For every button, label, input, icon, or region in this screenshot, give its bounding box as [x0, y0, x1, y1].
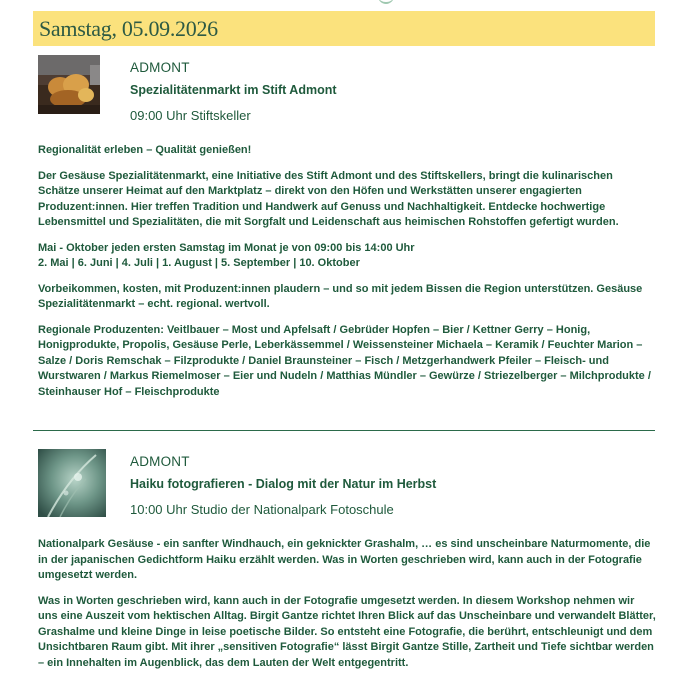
event-time: 10:00 Uhr Studio der Nationalpark Fotoschule	[130, 502, 394, 517]
event-description	[38, 143, 656, 410]
decorative-mark	[378, 0, 394, 4]
section-divider	[33, 430, 655, 431]
date-header-text: Samstag, 05.09.2026	[39, 16, 218, 41]
event-description	[38, 537, 656, 681]
event-location: ADMONT	[130, 60, 190, 75]
event-time: 09:00 Uhr Stiftskeller	[130, 108, 251, 123]
event-location: ADMONT	[130, 454, 190, 469]
description-paragraph: Regionale Produzenten: Veitlbauer – Most und Apfelsaft / Gebrüder Hopfen – Bier / Kettner Gerry – Honig, Honigprodukte, Propolis, Gesäuse Perle, Leberkässemmel / Weissensteiner Michaela – Keramik / Feuchter Marion – Salze / Doris Remschak – Filzprodukte / Daniel Braunsteiner – Fisch / Metzgerhandwerk Pfeiler – Fleisch- und Wurstwaren / Markus Riemelmoser – Eier und Nudeln / Matthias Mündler – Gewürze / Striezelberger – Milchprodukte / Steinhauser Hof – Fleischprodukte	[38, 323, 651, 398]
market-photo-icon[interactable]	[38, 55, 100, 114]
description-paragraph: Regionalität erleben – Qualität genießen!	[38, 144, 252, 156]
description-paragraph: Nationalpark Gesäuse - ein sanfter Windhauch, ein geknickter Grashalm, … es sind unscheinbare Naturmomente, die in der japanischen Gedichtform Haiku erzählt werden. Was in Worten geschrieben wird, kann auch in der Fotografie umgesetzt werden.	[38, 538, 651, 581]
description-paragraph: Was in Worten geschrieben wird, kann auch in der Fotografie umgesetzt werden. In diesem Workshop nehmen wir uns eine Auszeit vom hektischen Alltag. Birgit Gantze richtet Ihren Blick auf das Unscheinbare und verwandelt Blätter, Grashalme und kleine Dinge in leise poetische Bilder. So entsteht eine Fotografie, die berührt, entschleunigt und dem Unsichtbaren Raum gibt. Mit ihrer „sensitiven Fotografie“ lässt Birgit Gantze Stille, Zartheit und Tiefe sichtbar werden – ein Innehalten im Augenblick, das dem Lauten der Welt entgegentritt.	[38, 594, 656, 669]
description-paragraph: Der Gesäuse Spezialitätenmarkt, eine Initiative des Stift Admont und des Stiftskellers, bringt die kulinarischen Schätze unserer Heimat auf den Marktplatz – direkt von den Höfen und Werkstätten unserer engagierten Produzent:innen. Hier treffen Tradition und Handwerk auf Genuss und Nachhaltigkeit. Entdecke hochwertige Lebensmittel und Spezialitäten, die mit Sorgfalt und Leidenschaft aus heimischen Rohstoffen gefertigt wurden.	[38, 169, 619, 228]
description-paragraph: Mai - Oktober jeden ersten Samstag im Monat je von 09:00 bis 14:00 Uhr 2. Mai | 6. Juni | 4. Juli | 1. August | 5. September | 10. Oktober	[38, 241, 415, 269]
description-paragraph: Vorbeikommen, kosten, mit Produzent:innen plaudern – und so mit jedem Bissen die Region unterstützen. Gesäuse Spezialitätenmarkt – echt. regional. wertvoll.	[38, 282, 643, 310]
event-title[interactable]: Spezialitätenmarkt im Stift Admont	[130, 83, 337, 97]
date-header	[33, 11, 655, 46]
grass-macro-photo-icon[interactable]	[38, 449, 106, 517]
event-title[interactable]: Haiku fotografieren - Dialog mit der Natur im Herbst	[130, 477, 437, 491]
